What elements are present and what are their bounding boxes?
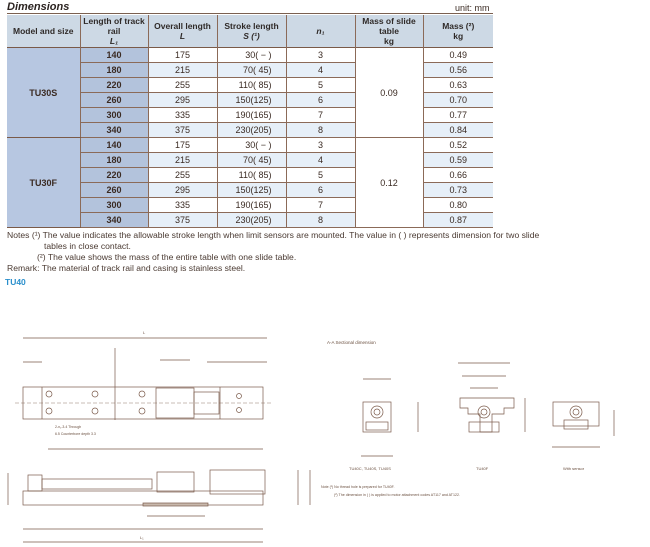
stroke-length-cell: 190(165) bbox=[217, 108, 286, 123]
n1-cell: 8 bbox=[286, 213, 355, 228]
mass-cell: 0.73 bbox=[423, 183, 493, 198]
rail-length-cell: 140 bbox=[80, 48, 148, 63]
header-overall-symbol: L bbox=[179, 31, 186, 41]
overall-length-cell: 375 bbox=[148, 213, 217, 228]
stroke-length-cell: 70( 45) bbox=[217, 63, 286, 78]
header-mass bbox=[423, 15, 493, 48]
drawing-note-1: Note (¹) No thread hole is prepared for TU40F. bbox=[321, 485, 395, 489]
overall-length-cell: 255 bbox=[148, 78, 217, 93]
stroke-length-cell: 190(165) bbox=[217, 198, 286, 213]
rail-length-cell: 180 bbox=[80, 153, 148, 168]
view-2-caption: TU40F bbox=[476, 466, 489, 471]
header-n1 bbox=[286, 15, 355, 48]
stroke-length-cell: 30( − ) bbox=[217, 138, 286, 153]
dim-l1-label: L₁ bbox=[140, 535, 144, 540]
rail-length-cell: 340 bbox=[80, 213, 148, 228]
callout-through-hole: 2-n₁-3.4 Through bbox=[55, 425, 82, 429]
mass-cell: 0.84 bbox=[423, 123, 493, 138]
table-row bbox=[7, 48, 493, 63]
slide-mass-cell: 0.12 bbox=[355, 138, 423, 228]
header-rail-label: Length of track rail bbox=[83, 16, 145, 36]
sectional-title: A-A Sectional dimension bbox=[327, 340, 376, 345]
view-1-caption: TU40C, TU40S, TU40S bbox=[349, 466, 391, 471]
drawing-note-2: (²) The dimension in ( ) is applied to motor attachment codes AT117 and AT122. bbox=[334, 493, 460, 497]
mass-cell: 0.66 bbox=[423, 168, 493, 183]
mass-cell: 0.49 bbox=[423, 48, 493, 63]
header-rail-symbol: L₁ bbox=[109, 36, 119, 46]
n1-cell: 7 bbox=[286, 198, 355, 213]
header-n1-symbol: n₁ bbox=[316, 26, 325, 36]
table-and-notes bbox=[7, 15, 643, 288]
header-slide-mass bbox=[355, 15, 423, 48]
mass-cell: 0.77 bbox=[423, 108, 493, 123]
header-rail bbox=[80, 15, 148, 48]
side-view bbox=[8, 449, 310, 542]
n1-cell: 4 bbox=[286, 63, 355, 78]
n1-cell: 7 bbox=[286, 108, 355, 123]
overall-length-cell: 175 bbox=[148, 138, 217, 153]
rail-length-cell: 340 bbox=[80, 123, 148, 138]
header-slide-mass-unit: kg bbox=[384, 36, 394, 46]
stroke-length-cell: 30( − ) bbox=[217, 48, 286, 63]
mass-cell: 0.87 bbox=[423, 213, 493, 228]
unit-label: unit: mm bbox=[455, 3, 490, 13]
header-stroke-symbol: S (¹) bbox=[243, 31, 260, 41]
dimensions-table bbox=[7, 15, 493, 228]
section-title: Dimensions bbox=[7, 1, 70, 13]
note-1-cont: tables in close contact. bbox=[44, 241, 131, 251]
header-stroke-label: Stroke length bbox=[224, 21, 279, 31]
overall-length-cell: 375 bbox=[148, 123, 217, 138]
mass-cell: 0.80 bbox=[423, 198, 493, 213]
section-view-2 bbox=[458, 363, 525, 471]
n1-cell: 8 bbox=[286, 123, 355, 138]
rail-length-cell: 260 bbox=[80, 93, 148, 108]
mass-cell: 0.70 bbox=[423, 93, 493, 108]
overall-length-cell: 335 bbox=[148, 198, 217, 213]
overall-length-cell: 175 bbox=[148, 48, 217, 63]
header-stroke bbox=[217, 15, 286, 48]
stroke-length-cell: 150(125) bbox=[217, 93, 286, 108]
rail-length-cell: 180 bbox=[80, 63, 148, 78]
rail-length-cell: 300 bbox=[80, 108, 148, 123]
mass-cell: 0.52 bbox=[423, 138, 493, 153]
view-3-caption: With sensor bbox=[563, 466, 585, 471]
overall-length-cell: 215 bbox=[148, 153, 217, 168]
stroke-length-cell: 70( 45) bbox=[217, 153, 286, 168]
n1-cell: 3 bbox=[286, 48, 355, 63]
section-view-1 bbox=[349, 379, 418, 471]
overall-length-cell: 255 bbox=[148, 168, 217, 183]
header-overall bbox=[148, 15, 217, 48]
overall-length-cell: 295 bbox=[148, 93, 217, 108]
table-notes bbox=[7, 230, 643, 274]
top-view bbox=[15, 330, 272, 436]
overall-length-cell: 215 bbox=[148, 63, 217, 78]
model-cell: TU30S bbox=[7, 48, 80, 138]
table-row bbox=[7, 138, 493, 153]
remark: Remark: The material of track rail and casing is stainless steel. bbox=[7, 263, 246, 273]
rail-length-cell: 220 bbox=[80, 78, 148, 93]
title-divider bbox=[7, 13, 493, 14]
header-mass-unit: kg bbox=[453, 31, 464, 41]
dim-l-label: L bbox=[143, 330, 146, 335]
stroke-length-cell: 230(205) bbox=[217, 123, 286, 138]
n1-cell: 4 bbox=[286, 153, 355, 168]
overall-length-cell: 335 bbox=[148, 108, 217, 123]
header-slide-mass-label: Mass of slide table bbox=[362, 16, 416, 36]
rail-length-cell: 220 bbox=[80, 168, 148, 183]
model-cell: TU30F bbox=[7, 138, 80, 228]
tu40-label: TU40 bbox=[5, 277, 26, 287]
stroke-length-cell: 110( 85) bbox=[217, 78, 286, 93]
n1-cell: 5 bbox=[286, 168, 355, 183]
n1-cell: 6 bbox=[286, 183, 355, 198]
stroke-length-cell: 110( 85) bbox=[217, 168, 286, 183]
header-mass-label: Mass (²) bbox=[442, 21, 475, 31]
section-view-3 bbox=[552, 402, 614, 471]
rail-length-cell: 260 bbox=[80, 183, 148, 198]
mass-cell: 0.63 bbox=[423, 78, 493, 93]
slide-mass-cell: 0.09 bbox=[355, 48, 423, 138]
note-1: Notes (¹) The value indicates the allowable stroke length when limit sensors are mounted. The value in ( ) represents dimension for two slide bbox=[7, 230, 540, 240]
n1-cell: 6 bbox=[286, 93, 355, 108]
tu40-drawing bbox=[0, 320, 650, 547]
header-overall-label: Overall length bbox=[154, 21, 211, 31]
callout-counterbore: 6.5 Counterbore depth 3.3 bbox=[55, 432, 96, 436]
table-header bbox=[7, 15, 493, 48]
mass-cell: 0.56 bbox=[423, 63, 493, 78]
stroke-length-cell: 230(205) bbox=[217, 213, 286, 228]
stroke-length-cell: 150(125) bbox=[217, 183, 286, 198]
rail-length-cell: 140 bbox=[80, 138, 148, 153]
header-model: Model and size bbox=[7, 15, 80, 48]
overall-length-cell: 295 bbox=[148, 183, 217, 198]
note-2: (²) The value shows the mass of the entire table with one slide table. bbox=[37, 252, 297, 262]
n1-cell: 3 bbox=[286, 138, 355, 153]
mass-cell: 0.59 bbox=[423, 153, 493, 168]
rail-length-cell: 300 bbox=[80, 198, 148, 213]
n1-cell: 5 bbox=[286, 78, 355, 93]
